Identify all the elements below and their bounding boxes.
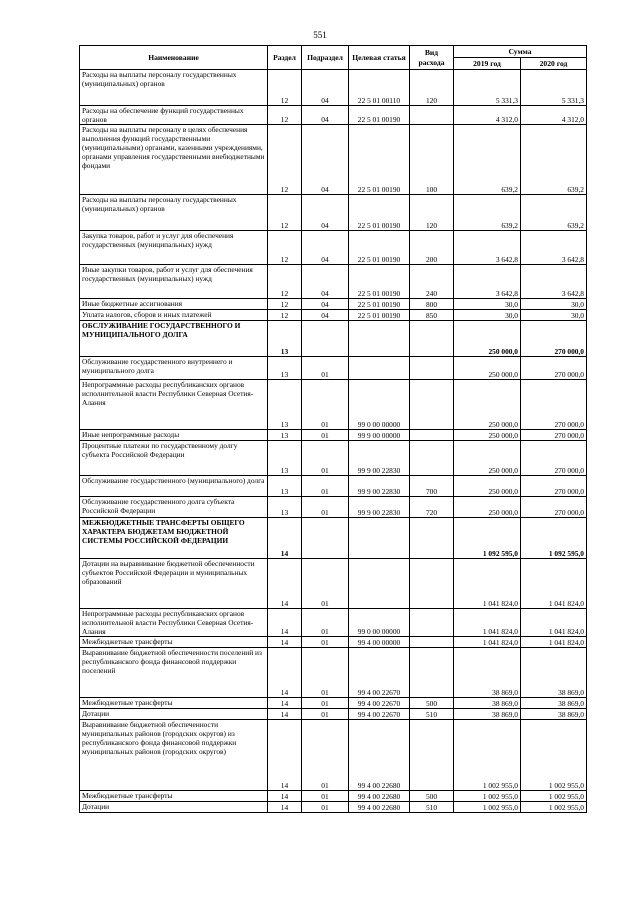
- row-section: 12: [268, 310, 302, 321]
- row-subsection: 04: [302, 70, 349, 106]
- row-type: 700: [410, 476, 454, 497]
- row-sum-2019: 250 000,0: [454, 497, 521, 518]
- table-row: [80, 648, 587, 698]
- row-subsection: 04: [302, 125, 349, 195]
- row-section: 13: [268, 430, 302, 441]
- row-name: Закупка товаров, работ и услуг для обеспечения государственных (муниципальных) нужд: [80, 231, 268, 265]
- row-section: 14: [268, 559, 302, 609]
- row-type: 120: [410, 195, 454, 231]
- row-subsection: [302, 518, 349, 559]
- table-row: [80, 609, 587, 637]
- row-name: Дотации на выравнивание бюджетной обеспеченности субъектов Российской Федерации и муниципальных образований: [80, 559, 268, 609]
- row-section: 14: [268, 709, 302, 720]
- row-section: 12: [268, 265, 302, 299]
- row-sum-2019: 1 041 824,0: [454, 559, 521, 609]
- col-header-target: Целевая статья: [349, 46, 410, 70]
- row-sum-2019: 1 041 824,0: [454, 609, 521, 637]
- row-type: 240: [410, 265, 454, 299]
- row-subsection: 01: [302, 476, 349, 497]
- row-name: Расходы на выплаты персоналу государственных (муниципальных) органов: [80, 70, 268, 106]
- row-subsection: 04: [302, 231, 349, 265]
- row-subsection: 01: [302, 609, 349, 637]
- row-sum-2019: 4 312,0: [454, 106, 521, 125]
- row-type: [410, 559, 454, 609]
- table-row: [80, 195, 587, 231]
- row-subsection: 01: [302, 791, 349, 802]
- row-sum-2019: 38 869,0: [454, 709, 521, 720]
- row-name: Иные бюджетные ассигнования: [80, 299, 268, 310]
- row-sum-2020: 1 002 955,0: [521, 802, 587, 813]
- row-sum-2020: 270 000,0: [521, 441, 587, 476]
- table-row: [80, 430, 587, 441]
- row-target: 22 5 01 00190: [349, 195, 410, 231]
- row-target: 99 9 00 00000: [349, 430, 410, 441]
- row-sum-2020: 4 312,0: [521, 106, 587, 125]
- row-subsection: 01: [302, 648, 349, 698]
- row-target: 22 5 01 00190: [349, 125, 410, 195]
- row-name: Обслуживание государственного внутреннего и муниципального долга: [80, 357, 268, 380]
- row-sum-2019: 3 642,8: [454, 265, 521, 299]
- row-type: [410, 106, 454, 125]
- row-section: 12: [268, 125, 302, 195]
- row-sum-2019: 30,0: [454, 310, 521, 321]
- row-subsection: 01: [302, 380, 349, 430]
- row-subsection: 01: [302, 559, 349, 609]
- row-target: 22 5 01 00190: [349, 231, 410, 265]
- row-section: 12: [268, 195, 302, 231]
- row-name: Межбюджетные трансферты: [80, 791, 268, 802]
- table-row: [80, 559, 587, 609]
- row-type: 850: [410, 310, 454, 321]
- row-sum-2020: 30,0: [521, 310, 587, 321]
- row-type: [410, 609, 454, 637]
- row-name: Расходы на выплаты персоналу в целях обеспечения выполнения функций государственными (муниципальными) органами, казенными учреждениями, органами управления государственными внебюджетными фондами: [80, 125, 268, 195]
- row-sum-2019: 250 000,0: [454, 357, 521, 380]
- row-type: [410, 637, 454, 648]
- row-name: Непрограммные расходы республиканских органов исполнительной власти Республики Северная Осетия-Алания: [80, 380, 268, 430]
- row-section: 14: [268, 609, 302, 637]
- row-name: ОБСЛУЖИВАНИЕ ГОСУДАРСТВЕННОГО И МУНИЦИПАЛЬНОГО ДОЛГА: [80, 321, 268, 357]
- row-section: 14: [268, 802, 302, 813]
- row-target: [349, 518, 410, 559]
- page-number: 551: [313, 30, 327, 40]
- row-name: Межбюджетные трансферты: [80, 698, 268, 709]
- table-row: [80, 476, 587, 497]
- row-type: [410, 441, 454, 476]
- row-subsection: 04: [302, 106, 349, 125]
- col-header-2020: 2020 год: [521, 58, 587, 70]
- row-sum-2020: 639,2: [521, 195, 587, 231]
- row-sum-2020: 38 869,0: [521, 648, 587, 698]
- row-type: 100: [410, 125, 454, 195]
- row-section: 14: [268, 720, 302, 791]
- table-row: [80, 70, 587, 106]
- row-name: Дотации: [80, 802, 268, 813]
- row-target: 99 4 00 22680: [349, 802, 410, 813]
- row-name: МЕЖБЮДЖЕТНЫЕ ТРАНСФЕРТЫ ОБЩЕГО ХАРАКТЕРА БЮДЖЕТАМ БЮДЖЕТНОЙ СИСТЕМЫ РОССИЙСКОЙ ФЕДЕРАЦИИ: [80, 518, 268, 559]
- row-section: 14: [268, 637, 302, 648]
- table-row: [80, 698, 587, 709]
- row-section: 13: [268, 476, 302, 497]
- row-subsection: 04: [302, 310, 349, 321]
- table-row: [80, 106, 587, 125]
- row-target: 99 9 00 22830: [349, 441, 410, 476]
- table-row: [80, 321, 587, 357]
- row-sum-2019: 1 092 595,0: [454, 518, 521, 559]
- table-row: [80, 299, 587, 310]
- row-section: 13: [268, 441, 302, 476]
- row-sum-2019: 30,0: [454, 299, 521, 310]
- table-row: [80, 637, 587, 648]
- row-sum-2020: 1 041 824,0: [521, 559, 587, 609]
- table-row: [80, 357, 587, 380]
- table-row: [80, 380, 587, 430]
- row-subsection: 01: [302, 637, 349, 648]
- row-sum-2019: 3 642,8: [454, 231, 521, 265]
- row-target: [349, 357, 410, 380]
- row-sum-2020: 38 869,0: [521, 709, 587, 720]
- row-sum-2020: 1 002 955,0: [521, 791, 587, 802]
- row-sum-2019: 250 000,0: [454, 380, 521, 430]
- row-subsection: [302, 321, 349, 357]
- row-sum-2020: 639,2: [521, 125, 587, 195]
- table-row: [80, 709, 587, 720]
- row-type: [410, 357, 454, 380]
- row-type: [410, 720, 454, 791]
- row-type: 510: [410, 709, 454, 720]
- row-name: Выравнивание бюджетной обеспеченности поселений из республиканского фонда финансовой поддержки поселений: [80, 648, 268, 698]
- row-type: 510: [410, 802, 454, 813]
- row-sum-2019: 5 331,3: [454, 70, 521, 106]
- row-sum-2020: 270 000,0: [521, 321, 587, 357]
- table-row: [80, 802, 587, 813]
- row-section: 13: [268, 380, 302, 430]
- row-sum-2019: 250 000,0: [454, 321, 521, 357]
- row-target: 99 0 00 00000: [349, 380, 410, 430]
- row-name: Уплата налогов, сборов и иных платежей: [80, 310, 268, 321]
- row-sum-2019: 38 869,0: [454, 648, 521, 698]
- table-row: [80, 518, 587, 559]
- row-sum-2020: 1 041 824,0: [521, 637, 587, 648]
- row-type: [410, 648, 454, 698]
- row-sum-2019: 639,2: [454, 125, 521, 195]
- row-subsection: 01: [302, 497, 349, 518]
- row-subsection: 01: [302, 357, 349, 380]
- row-sum-2019: 250 000,0: [454, 476, 521, 497]
- row-type: 120: [410, 70, 454, 106]
- row-target: 99 4 00 22680: [349, 791, 410, 802]
- table-row: [80, 720, 587, 791]
- row-sum-2020: 3 642,8: [521, 265, 587, 299]
- row-section: 12: [268, 70, 302, 106]
- row-section: 12: [268, 299, 302, 310]
- row-name: Обслуживание государственного долга субъекта Российской Федерации: [80, 497, 268, 518]
- col-header-2019: 2019 год: [454, 58, 521, 70]
- table-row: [80, 125, 587, 195]
- row-sum-2020: 3 642,8: [521, 231, 587, 265]
- row-section: 12: [268, 106, 302, 125]
- row-name: Расходы на обеспечение функций государственных органов: [80, 106, 268, 125]
- row-name: Обслуживание государственного (муниципального) долга: [80, 476, 268, 497]
- row-sum-2020: 270 000,0: [521, 357, 587, 380]
- row-sum-2020: 1 002 955,0: [521, 720, 587, 791]
- row-section: 14: [268, 648, 302, 698]
- row-target: 99 4 00 22680: [349, 720, 410, 791]
- row-subsection: 01: [302, 720, 349, 791]
- row-sum-2020: 1 092 595,0: [521, 518, 587, 559]
- row-subsection: 01: [302, 698, 349, 709]
- row-section: 14: [268, 791, 302, 802]
- row-type: 200: [410, 231, 454, 265]
- row-sum-2020: 30,0: [521, 299, 587, 310]
- row-sum-2020: 38 869,0: [521, 698, 587, 709]
- table-row: [80, 310, 587, 321]
- row-section: 13: [268, 321, 302, 357]
- table-row: [80, 441, 587, 476]
- row-sum-2019: 1 002 955,0: [454, 791, 521, 802]
- row-sum-2019: 1 002 955,0: [454, 720, 521, 791]
- row-subsection: 04: [302, 265, 349, 299]
- col-header-sum: Сумма: [454, 46, 587, 58]
- row-sum-2020: 5 331,3: [521, 70, 587, 106]
- row-target: 99 4 00 00000: [349, 637, 410, 648]
- row-type: 500: [410, 698, 454, 709]
- row-name: Выравнивание бюджетной обеспеченности муниципальных районов (городских округов) из республиканского фонда финансовой поддержки муниципальных районов (городских округов): [80, 720, 268, 791]
- row-target: 99 9 00 22830: [349, 476, 410, 497]
- row-subsection: 01: [302, 802, 349, 813]
- row-type: [410, 380, 454, 430]
- row-sum-2019: 250 000,0: [454, 441, 521, 476]
- row-target: 99 4 00 22670: [349, 648, 410, 698]
- row-section: 14: [268, 518, 302, 559]
- table-row: [80, 265, 587, 299]
- row-target: [349, 321, 410, 357]
- row-subsection: 01: [302, 441, 349, 476]
- row-section: 13: [268, 357, 302, 380]
- row-target: 22 5 01 00190: [349, 265, 410, 299]
- row-sum-2019: 639,2: [454, 195, 521, 231]
- row-target: 22 5 01 00110: [349, 70, 410, 106]
- row-sum-2020: 270 000,0: [521, 430, 587, 441]
- row-section: 12: [268, 231, 302, 265]
- row-sum-2020: 1 041 824,0: [521, 609, 587, 637]
- col-header-name: Наименование: [80, 46, 268, 70]
- row-section: 13: [268, 497, 302, 518]
- row-name: Непрограммные расходы республиканских органов исполнительной власти Республики Северная Осетия-Алания: [80, 609, 268, 637]
- row-type: 500: [410, 791, 454, 802]
- row-type: 800: [410, 299, 454, 310]
- row-type: [410, 430, 454, 441]
- row-sum-2019: 38 869,0: [454, 698, 521, 709]
- row-sum-2019: 1 002 955,0: [454, 802, 521, 813]
- row-target: [349, 559, 410, 609]
- row-name: Межбюджетные трансферты: [80, 637, 268, 648]
- row-target: 22 5 01 00190: [349, 106, 410, 125]
- row-sum-2020: 270 000,0: [521, 476, 587, 497]
- col-header-subsection: Подраздел: [302, 46, 349, 70]
- row-subsection: 01: [302, 709, 349, 720]
- row-name: Дотации: [80, 709, 268, 720]
- row-target: 99 4 00 22670: [349, 709, 410, 720]
- row-subsection: 04: [302, 299, 349, 310]
- col-header-section: Раздел: [268, 46, 302, 70]
- row-sum-2019: 1 041 824,0: [454, 637, 521, 648]
- row-subsection: 01: [302, 430, 349, 441]
- row-type: [410, 518, 454, 559]
- row-name: Процентные платежи по государственному долгу субъекта Российской Федерации: [80, 441, 268, 476]
- row-target: 22 5 01 00190: [349, 299, 410, 310]
- row-name: Иные непрограммные расходы: [80, 430, 268, 441]
- table-row: [80, 497, 587, 518]
- row-subsection: 04: [302, 195, 349, 231]
- row-sum-2019: 250 000,0: [454, 430, 521, 441]
- row-target: 99 9 00 22830: [349, 497, 410, 518]
- table-row: [80, 791, 587, 802]
- row-section: 14: [268, 698, 302, 709]
- row-name: Расходы на выплаты персоналу государственных (муниципальных) органов: [80, 195, 268, 231]
- row-target: 22 5 01 00190: [349, 310, 410, 321]
- row-target: 99 0 00 00000: [349, 609, 410, 637]
- budget-table: [79, 45, 587, 813]
- row-target: 99 4 00 22670: [349, 698, 410, 709]
- row-sum-2020: 270 000,0: [521, 380, 587, 430]
- col-header-type: Вид расхода: [410, 46, 454, 70]
- row-sum-2020: 270 000,0: [521, 497, 587, 518]
- row-type: [410, 321, 454, 357]
- table-row: [80, 231, 587, 265]
- row-name: Иные закупки товаров, работ и услуг для обеспечения государственных (муниципальных) нужд: [80, 265, 268, 299]
- row-type: 720: [410, 497, 454, 518]
